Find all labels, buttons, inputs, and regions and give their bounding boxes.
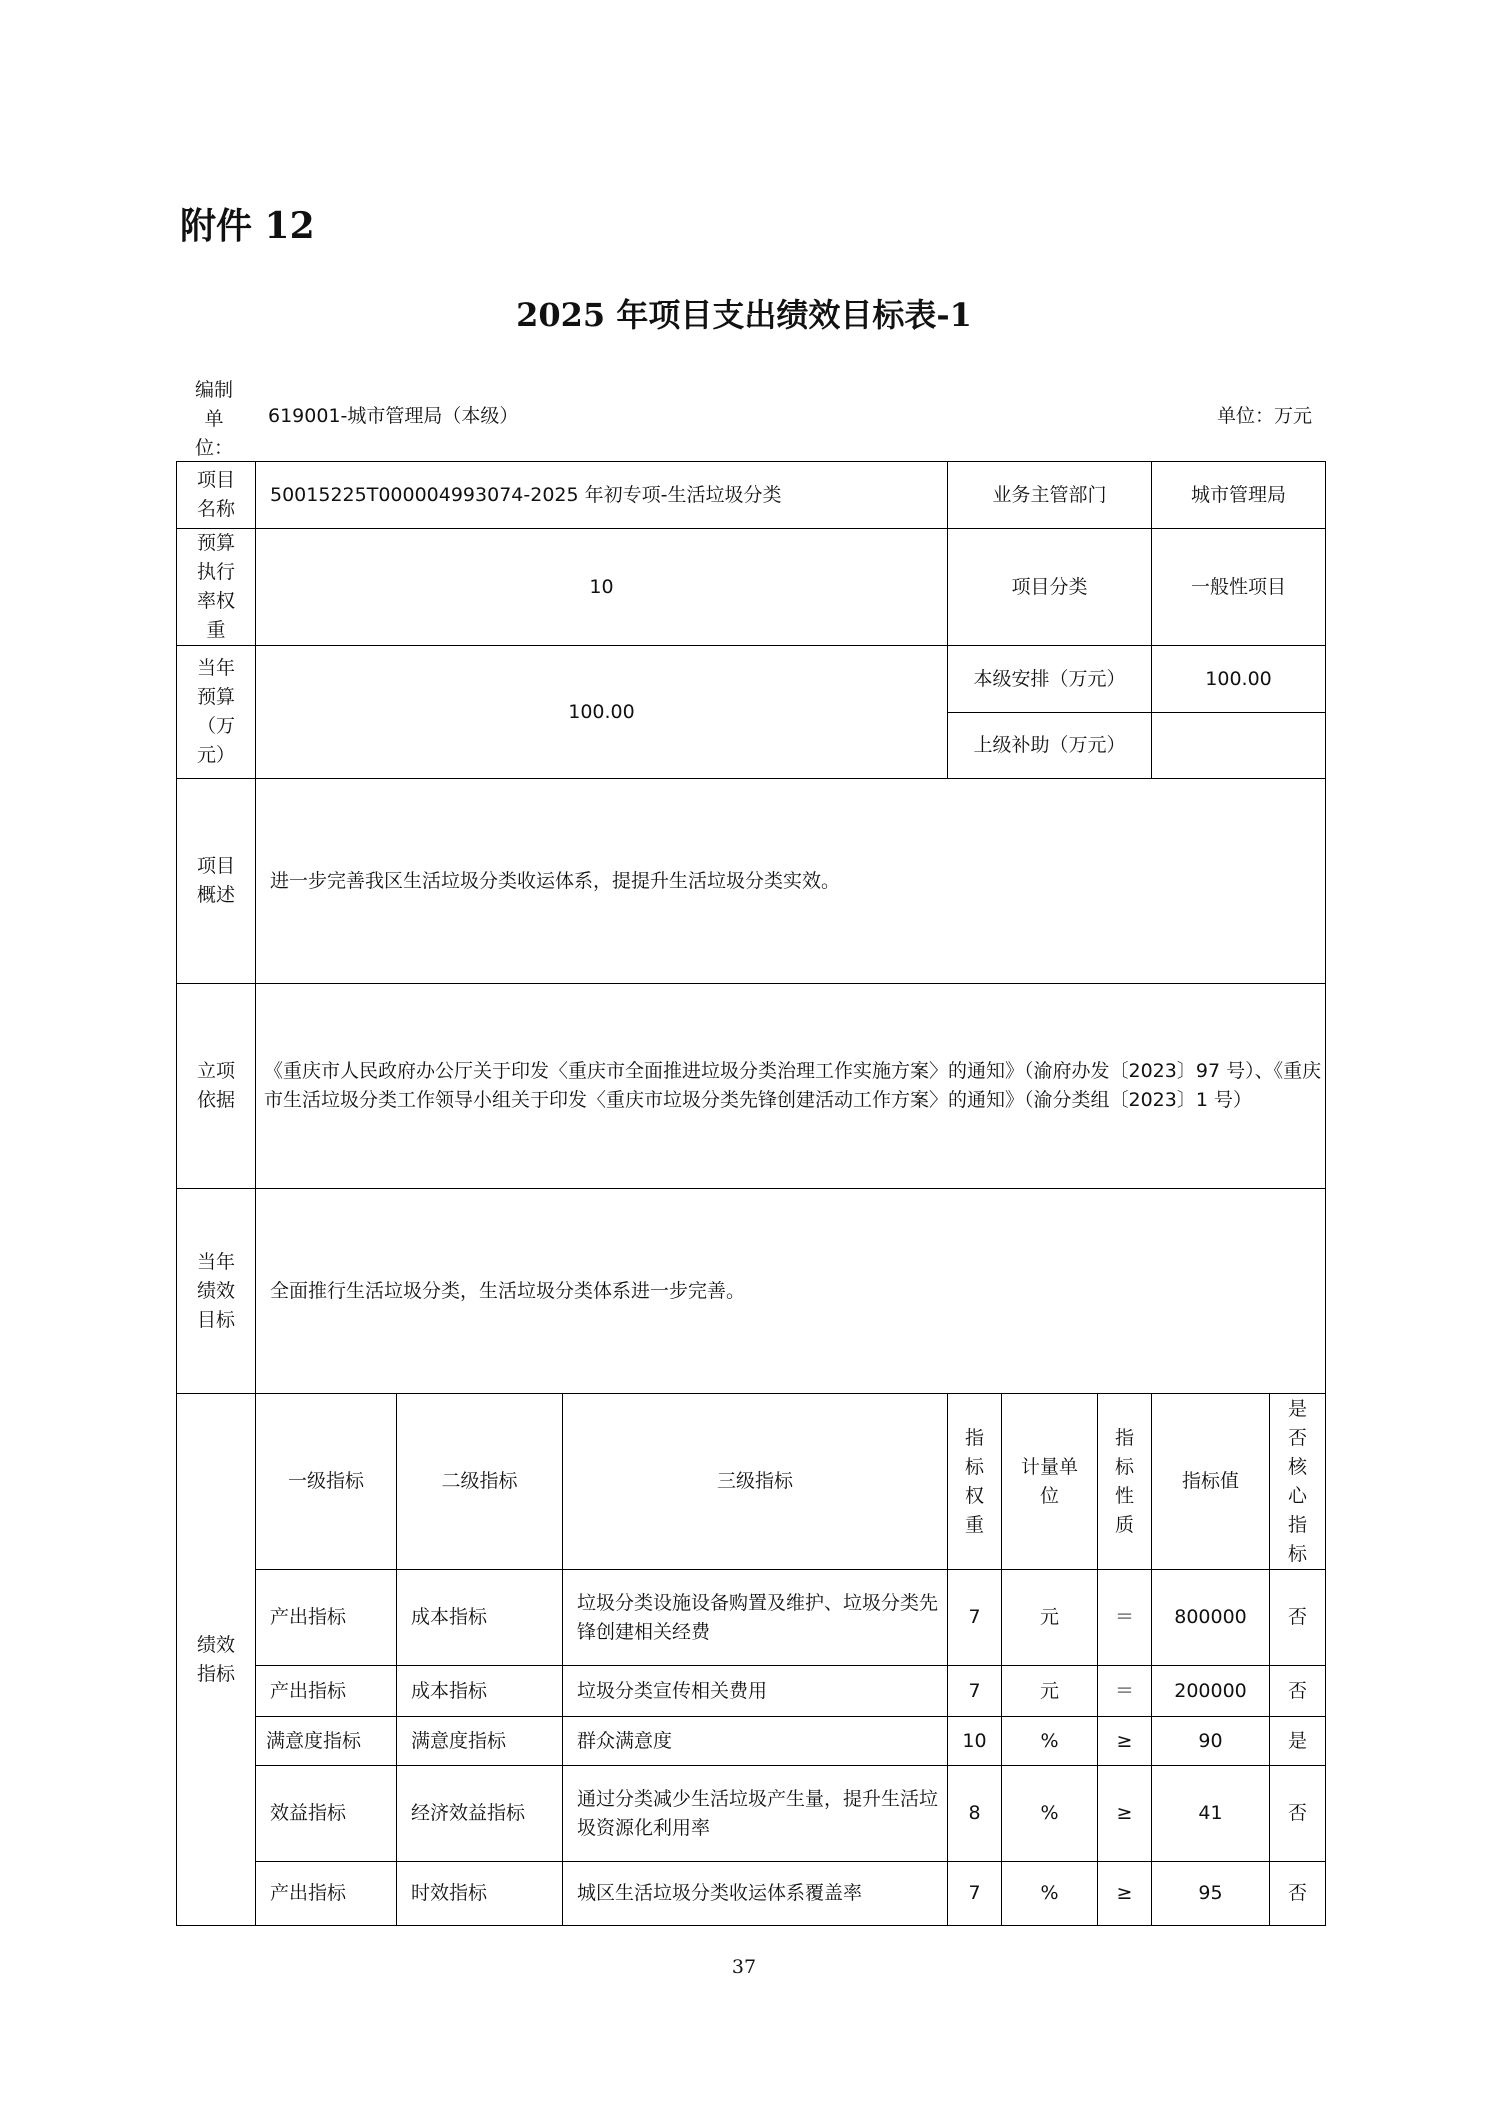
core-cell: 否	[1270, 1766, 1326, 1862]
core-cell: 是	[1270, 1717, 1326, 1766]
project-name-value: 50015225T000004993074-2025 年初专项-生活垃圾分类	[256, 462, 948, 529]
core-cell: 否	[1270, 1862, 1326, 1926]
attachment-label: 附件 12	[180, 205, 315, 247]
level3-cell: 群众满意度	[563, 1717, 948, 1766]
nature-cell: ≥	[1098, 1862, 1152, 1926]
level2-cell: 时效指标	[397, 1862, 563, 1926]
upper-budget-label: 上级补助（万元）	[948, 713, 1152, 779]
indicator-row	[177, 1570, 1326, 1666]
budget-weight-value: 10	[256, 529, 948, 646]
indicator-row	[177, 1666, 1326, 1717]
value-cell: 200000	[1152, 1666, 1270, 1717]
level2-cell: 经济效益指标	[397, 1766, 563, 1862]
row-budget-weight	[177, 529, 1326, 646]
budget-weight-label: 预算执行率权重	[177, 529, 256, 646]
level3-cell: 垃圾分类宣传相关费用	[563, 1666, 948, 1717]
indicator-row	[177, 1862, 1326, 1926]
goal-label: 当年绩效目标	[177, 1189, 256, 1394]
header-value: 指标值	[1152, 1394, 1270, 1570]
row-overview	[177, 779, 1326, 984]
budget-value: 100.00	[256, 646, 948, 779]
nature-cell: ≥	[1098, 1766, 1152, 1862]
row-basis	[177, 984, 1326, 1189]
value-cell: 41	[1152, 1766, 1270, 1862]
weight-cell: 7	[948, 1666, 1002, 1717]
category-value: 一般性项目	[1152, 529, 1326, 646]
goal-value: 全面推行生活垃圾分类，生活垃圾分类体系进一步完善。	[256, 1189, 1326, 1394]
unit-cell: %	[1002, 1862, 1098, 1926]
local-budget-label: 本级安排（万元）	[948, 646, 1152, 713]
basis-value: 《重庆市人民政府办公厅关于印发〈重庆市全面推进垃圾分类治理工作实施方案〉的通知》（渝府办发〔2023〕97 号）、《重庆市生活垃圾分类工作领导小组关于印发〈重庆市垃圾分类先锋创建活动工作方案〉的通知》（渝分类组〔2023〕1 号）	[256, 984, 1326, 1189]
level3-cell: 城区生活垃圾分类收运体系覆盖率	[563, 1862, 948, 1926]
basis-label: 立项依据	[177, 984, 256, 1189]
indicators-label: 绩效指标	[177, 1394, 256, 1926]
level1-cell: 产出指标	[256, 1666, 397, 1717]
nature-cell: ＝	[1098, 1666, 1152, 1717]
project-name-label: 项目名称	[177, 462, 256, 529]
unit-cell: 元	[1002, 1666, 1098, 1717]
compiling-unit-label: 编制单位：	[194, 379, 233, 459]
core-cell: 否	[1270, 1570, 1326, 1666]
performance-target-table	[176, 461, 1326, 1926]
header-level2: 二级指标	[397, 1394, 563, 1570]
level1-cell: 满意度指标	[256, 1717, 397, 1766]
category-label: 项目分类	[948, 529, 1152, 646]
currency-unit: 单位：万元	[1216, 405, 1312, 427]
level2-cell: 满意度指标	[397, 1717, 563, 1766]
header-weight: 指标权重	[948, 1394, 1002, 1570]
indicator-row	[177, 1766, 1326, 1862]
local-budget-value: 100.00	[1152, 646, 1326, 713]
overview-value: 进一步完善我区生活垃圾分类收运体系，提提升生活垃圾分类实效。	[256, 779, 1326, 984]
unit-cell: 元	[1002, 1570, 1098, 1666]
nature-cell: ＝	[1098, 1570, 1152, 1666]
compiling-unit-value: 619001-城市管理局（本级）	[268, 405, 519, 427]
upper-budget-value	[1152, 713, 1326, 779]
level2-cell: 成本指标	[397, 1666, 563, 1717]
weight-cell: 10	[948, 1717, 1002, 1766]
header-level3: 三级指标	[563, 1394, 948, 1570]
row-project-name	[177, 462, 1326, 529]
header-level1: 一级指标	[256, 1394, 397, 1570]
level1-cell: 产出指标	[256, 1570, 397, 1666]
overview-label: 项目概述	[177, 779, 256, 984]
row-budget	[177, 646, 1326, 713]
nature-cell: ≥	[1098, 1717, 1152, 1766]
value-cell: 95	[1152, 1862, 1270, 1926]
level3-cell: 通过分类减少生活垃圾产生量，提升生活垃圾资源化利用率	[563, 1766, 948, 1862]
level2-cell: 成本指标	[397, 1570, 563, 1666]
indicator-header-row	[177, 1394, 1326, 1570]
header-core: 是否核心指标	[1270, 1394, 1326, 1570]
dept-value: 城市管理局	[1152, 462, 1326, 529]
level1-cell: 产出指标	[256, 1862, 397, 1926]
weight-cell: 7	[948, 1862, 1002, 1926]
unit-cell: %	[1002, 1766, 1098, 1862]
weight-cell: 8	[948, 1766, 1002, 1862]
weight-cell: 7	[948, 1570, 1002, 1666]
page-title: 2025 年项目支出绩效目标表-1	[516, 296, 972, 334]
level3-cell: 垃圾分类设施设备购置及维护、垃圾分类先锋创建相关经费	[563, 1570, 948, 1666]
unit-cell: %	[1002, 1717, 1098, 1766]
row-goal	[177, 1189, 1326, 1394]
header-unit: 计量单位	[1002, 1394, 1098, 1570]
budget-label: 当年预算（万元）	[177, 646, 256, 779]
header-nature: 指标性质	[1098, 1394, 1152, 1570]
value-cell: 90	[1152, 1717, 1270, 1766]
core-cell: 否	[1270, 1666, 1326, 1717]
page-number: 37	[731, 1956, 757, 1978]
indicator-row	[177, 1717, 1326, 1766]
value-cell: 800000	[1152, 1570, 1270, 1666]
level1-cell: 效益指标	[256, 1766, 397, 1862]
dept-label: 业务主管部门	[948, 462, 1152, 529]
